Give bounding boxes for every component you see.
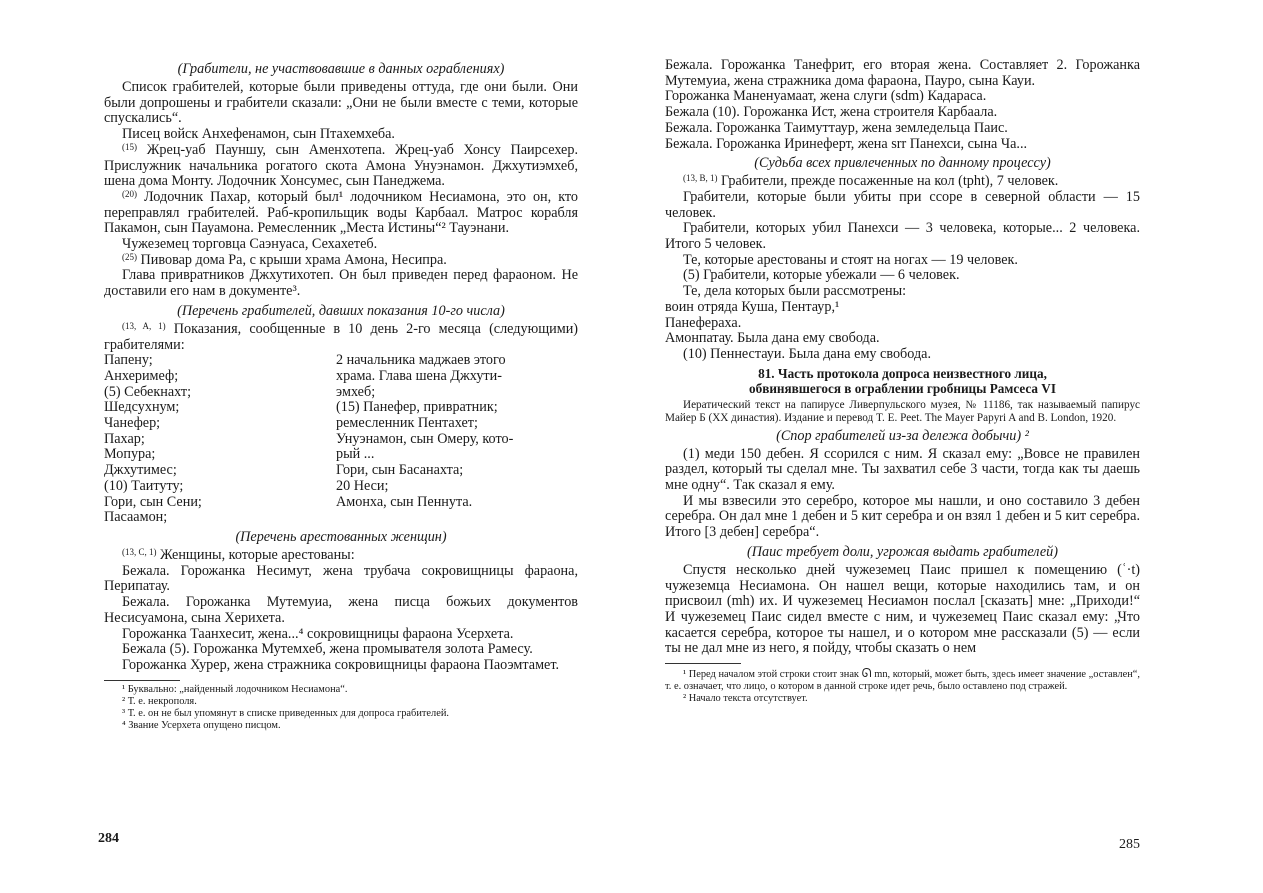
paragraph [104,548,578,564]
list-item: Амонха, сын Пеннута. [336,493,473,510]
paragraph: Горожанка Маненуамаат, жена слуги (sdm) Кадараса. [665,88,987,105]
paragraph [104,190,578,237]
footnote-divider [104,680,180,681]
left-text-column [104,58,578,732]
page-number: 284 [98,831,119,846]
paragraph [104,253,578,269]
paragraph: Глава привратников Джхутихотеп. Он был приведен перед фараоном. Не доставили его нам в документе³. [104,267,578,300]
paragraph: (1) меди 150 дебен. Я ссорился с ним. Я сказал ему: „Вовсе не правилен раздел, который ты сделал мне. Ты захватил себе 3 части, тогда как ты даешь мне одну“. Так сказал я ему. [665,445,1140,494]
footnote: ³ Т. е. он не был упомянут в списке приведенных для допроса грабителей. [122,707,449,719]
list-item: (5) Себекнахт; [104,383,192,400]
paragraph: Бежала. Горожанка Несимут, жена трубача сокровищницы фараона, Перипатау. [104,562,578,595]
line-ref: (25) [122,251,137,262]
left-page [0,0,631,893]
paragraph: Бежала. Горожанка Танефрит, его вторая жена. Составляет 2. Горожанка Мутемуиа, жена стражника дома фараона, Пауро, сына Кауи. [665,57,1140,89]
paragraph: Бежала. Горожанка Мутемуиа, жена писца божьих документов Несисуамона, сына Херихета. [104,594,578,626]
list-item: 20 Неси; [336,477,389,494]
list-item: Папену; [104,352,153,369]
line-ref: (13, A, 1) [122,320,166,331]
list-item: Анхеримеф; [104,367,179,384]
list-item: рый ... [336,446,375,463]
list-item: эмхеб; [336,383,376,400]
paragraph: Спустя несколько дней чужеземец Паис пришел к помещению (ʿ·t) чужеземца Несиамона. Он нашел вещи, которые находились там, и он присвоил (mh) их. И чужеземец Несиамон послал [сказать] мне: „Приходи!“ И чужеземец Паис сидел вместе с ним, и чужеземец Паис сказал ему: „Что касается серебра, которое ты нашел, и о котором мне рассказали (5) — если ты не дал мне из него, я пойду, чтобы сказать о нем [665,561,1140,657]
paragraph: Панефераха. [665,314,742,331]
paragraph: (10) Пеннестауи. Была дана ему свобода. [683,345,932,362]
footnote-text: ¹ Перед началом этой строки стоит знак [683,669,859,681]
paragraph: воин отряда Куша, Пентаур,¹ [665,298,840,315]
paragraph: Горожанка Таанхесит, жена...⁴ сокровищницы фараона Усерхета. [122,625,514,642]
hieroglyph-icon: ᘏ [861,666,872,681]
paragraph-text: Грабители, прежде посаженные на кол (tpht), 7 человек. [721,173,1059,190]
footnote [665,667,1140,693]
paragraph: Грабители, которые были убиты при ссоре в северной области — 15 человек. [665,188,1140,221]
paragraph: Писец войск Анхефенамон, сын Птахемхеба. [122,126,395,143]
list-item: ремесленник Пентахет; [336,415,478,432]
paragraph-text: Пивовар дома Ра, с крыши храма Амона, Несипра. [140,251,447,268]
list-item: Унуэнамон, сын Омеру, кото- [336,430,514,447]
list-item: Мопура; [104,446,156,463]
robber-list [104,353,578,526]
list-item: Пасаамон; [104,509,168,526]
section-heading: (Спор грабителей из-за дележа добычи) ² [776,427,1029,444]
source-note: Иератический текст на папирусе Ливерпульского музея, № 11186, так называемый папирус Майер Б (XX династия). Издание и перевод T. E. Peet. The Mayer Papyri A and B. London, 1920. [665,398,1140,424]
paragraph: Бежала. Горожанка Иринеферт, жена srr Панехси, сына Ча... [665,135,1028,152]
footnote: ¹ Буквально: „найденный лодочником Несиамона“. [122,683,348,695]
document-title [665,366,1140,396]
paragraph: Амонпатау. Была дана ему свобода. [665,330,880,347]
section-heading: (Грабители, не участвовавшие в данных ограблениях) [177,61,505,77]
footnote: ² Т. е. некрополя. [122,695,197,707]
list-item: Джхутимес; [104,462,177,479]
right-page [631,0,1263,893]
list-item: Гори, сын Сени; [104,493,202,510]
robber-list-column-2 [336,353,578,526]
section-heading: (Перечень арестованных женщин) [235,528,447,545]
paragraph: Горожанка Хурер, жена стражника сокровищницы фараона Паоэмтамет. [122,656,560,673]
paragraph: Чужеземец торговца Саэнуаса, Сехахетеб. [122,236,378,253]
list-item: (10) Таитуту; [104,477,184,494]
list-item: Пахар; [104,430,145,447]
paragraph: Те, которые арестованы и стоят на ногах — 19 человек. [683,251,1018,268]
line-ref: (20) [122,188,137,199]
section-heading: (Паис требует доли, угрожая выдать грабителей) [747,543,1058,560]
paragraph: И мы взвесили это серебро, которое мы нашли, и оно составило 3 дебен серебра. Он дал мне 1 дебен и 5 кит серебра и он взял 1 дебен и 5 кит серебра. Итого [3 дебен] серебра“. [665,492,1140,541]
list-item: Шедсухнум; [104,399,180,416]
paragraph-text: Лодочник Пахар, который был¹ лодочником Несиамона, это он, кто переправлял грабителей. Раб-кропильщик воды Карбаал. Матрос корабля Пакамон, сын Пауамона. Ремесленник „Места Истины“² Тауэнани. [104,188,579,237]
paragraph [665,174,1140,190]
paragraph: Грабители, которых убил Панехси — 3 человека, которые... 2 человека. Итого 5 человек. [665,220,1140,253]
paragraph-text: Жрец-уаб Пауншу, сын Аменхотепа. Жрец-уаб Хонсу Паирсехер. Прислужник начальника рогатого скота Амона Унуэнамон. Джхутиэмхеб, шена дома Монту. Лодочник Хонсумес, сын Панеджема. [104,141,578,190]
paragraph: Те, дела которых были рассмотрены: [683,283,907,300]
footnote: ² Начало текста отсутствует. [683,693,808,705]
line-ref: (13, C, 1) [122,546,157,557]
document-title-line-2: обвинявшегося в ограблении гробницы Рамсеса VI [749,380,1056,396]
paragraph-text: Женщины, которые арестованы: [160,546,355,563]
list-item: 2 начальника маджаев этого [336,352,506,369]
footnote-divider [665,663,741,664]
list-item: храма. Глава шена Джхути- [336,367,502,384]
list-item: Чанефер; [104,415,161,432]
paragraph [104,322,578,353]
paragraph-text: Показания, сообщенные в 10 день 2-го месяца (следующими) грабителями: [104,320,579,353]
right-text-column [665,58,1140,705]
paragraph [104,143,578,190]
page-number: 285 [1119,837,1140,852]
paragraph: (5) Грабители, которые убежали — 6 человек. [683,267,960,284]
paragraph: Бежала. Горожанка Таимуттаур, жена земледельца Паис. [665,119,1008,136]
footnote-text: mn, который, может быть, здесь имеет значение „оставлен“, т. е. означает, что лицо, о котором в данной строке идет речь, было оставлено под стражей. [665,669,1140,693]
list-item: Гори, сын Басанахта; [336,462,464,479]
paragraph: Список грабителей, которые были приведены оттуда, где они были. Они были допрошены и грабители сказали: „Они не были вместе с теми, которые спускались“. [104,79,578,127]
line-ref: (13, B, 1) [683,173,718,184]
paragraph: Бежала (10). Горожанка Ист, жена строителя Карбаала. [665,104,998,121]
section-heading: (Перечень грабителей, давших показания 10-го числа) [177,302,505,319]
list-item: (15) Панефер, привратник; [336,399,498,416]
section-heading: (Судьба всех привлеченных по данному процессу) [754,155,1051,172]
line-ref: (15) [122,141,137,152]
robber-list-column-1 [104,353,322,526]
document-title-line-1: 81. Часть протокола допроса неизвестного лица, [758,365,1047,381]
footnote: ⁴ Звание Усерхета опущено писцом. [122,719,281,731]
paragraph: Бежала (5). Горожанка Мутемхеб, жена промывателя золота Рамесу. [122,641,533,658]
